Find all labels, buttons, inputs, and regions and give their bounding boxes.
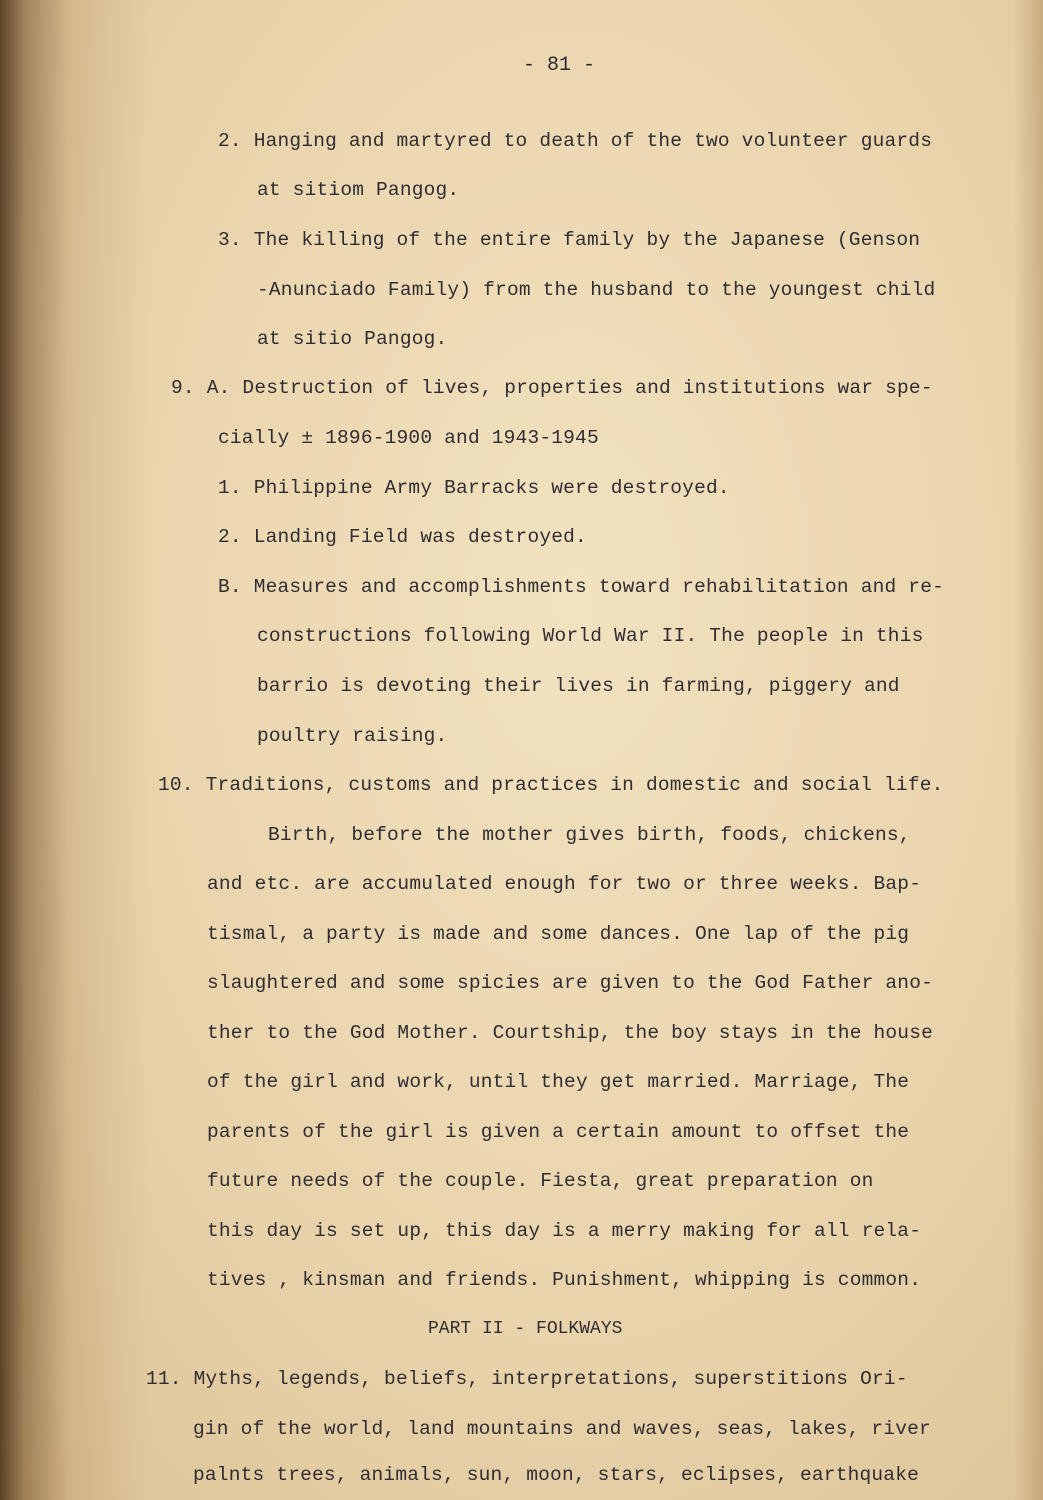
item-10-line-10: tives , kinsman and friends. Punishment, whipping is common.	[207, 1269, 922, 1291]
item-11-line-1: 11. Myths, legends, beliefs, interpretations, superstitions Ori-	[146, 1368, 908, 1390]
item-10-line-3: tismal, a party is made and some dances. One lap of the pig	[207, 923, 910, 945]
item-9a-2-line: 2. Landing Field was destroyed.	[218, 526, 587, 548]
item-8-2-line-1: 2. Hanging and martyred to death of the two volunteer guards	[218, 130, 933, 152]
item-10-line-2: and etc. are accumulated enough for two or three weeks. Bap-	[207, 873, 922, 895]
item-10-line-1: Birth, before the mother gives birth, foods, chickens,	[268, 824, 911, 846]
item-9a-line-2: cially ± 1896-1900 and 1943-1945	[218, 427, 599, 449]
page-number: - 81 -	[523, 54, 596, 77]
item-9b-line-4: poultry raising.	[257, 725, 448, 747]
item-10-line-7: parents of the girl is given a certain amount to offset the	[207, 1121, 910, 1143]
item-10-line-4: slaughtered and some spicies are given to the God Father ano-	[207, 972, 934, 994]
item-9b-line-1: B. Measures and accomplishments toward rehabilitation and re-	[218, 576, 945, 598]
item-9a-1-line: 1. Philippine Army Barracks were destroyed.	[218, 477, 730, 499]
item-8-3-line-3: at sitio Pangog.	[257, 328, 448, 350]
item-8-3-line-2: -Anunciado Family) from the husband to the youngest child	[257, 279, 936, 301]
item-8-2-line-2: at sitiom Pangog.	[257, 179, 460, 201]
item-9b-line-3: barrio is devoting their lives in farming, piggery and	[257, 675, 900, 697]
item-10-line-6: of the girl and work, until they get married. Marriage, The	[207, 1071, 910, 1093]
item-10-line-8: future needs of the couple. Fiesta, great preparation on	[207, 1170, 874, 1192]
item-8-3-line-1: 3. The killing of the entire family by the Japanese (Genson	[218, 229, 921, 251]
item-11-line-2: gin of the world, land mountains and waves, seas, lakes, river	[193, 1418, 931, 1440]
item-9a-line-1: 9. A. Destruction of lives, properties and institutions war spe-	[171, 377, 933, 399]
item-9b-line-2: constructions following World War II. The people in this	[257, 625, 924, 647]
item-10-line-9: this day is set up, this day is a merry making for all rela-	[207, 1220, 922, 1242]
item-10-heading: 10. Traditions, customs and practices in domestic and social life.	[158, 774, 944, 796]
part-heading: PART II - FOLKWAYS	[428, 1319, 623, 1339]
item-10-line-5: ther to the God Mother. Courtship, the boy stays in the house	[207, 1022, 934, 1044]
item-11-line-3: palnts trees, animals, sun, moon, stars, eclipses, earthquake	[193, 1464, 920, 1486]
